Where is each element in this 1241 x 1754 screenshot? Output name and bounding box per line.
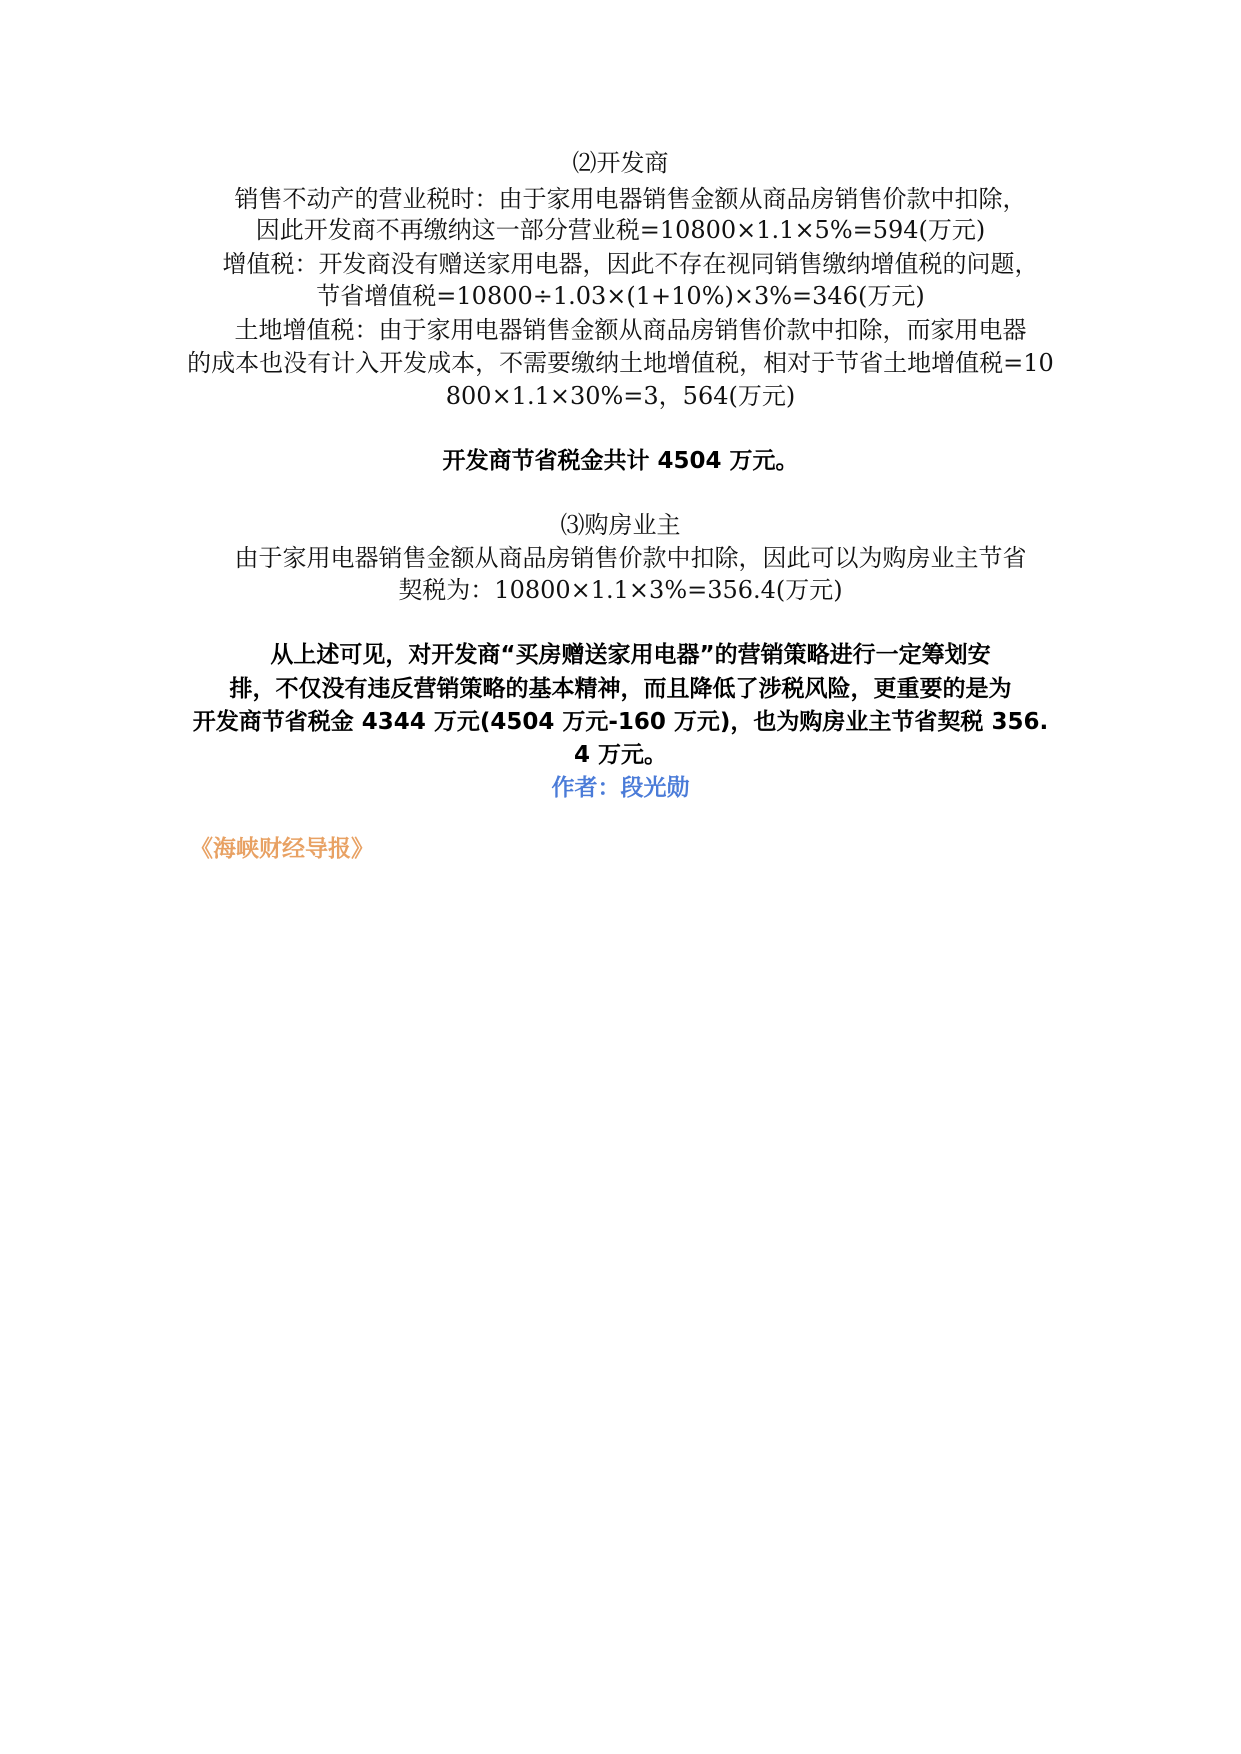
deed-tax-line-2: 契税为：10800×1.1×3%=356.4(万元) [398, 576, 843, 604]
business-tax-line-1: 销售不动产的营业税时：由于家用电器销售金额从商品房销售价款中扣除， [234, 185, 1027, 213]
section-2-heading: ⑵开发商 [572, 149, 669, 177]
vat-line-2: 节省增值税=10800÷1.03×(1+10%)×3%=346(万元) [316, 282, 925, 310]
conclusion-line-2: 排，不仅没有违反营销策略的基本精神，而且降低了涉税风险，更重要的是为 [229, 676, 1012, 702]
section-3-heading: ⑶购房业主 [560, 511, 681, 539]
author-credit: 作者：段光勋 [551, 775, 690, 801]
land-vat-line-2: 的成本也没有计入开发成本，不需要缴纳土地增值税，相对于节省土地增值税=10 [187, 349, 1054, 377]
conclusion-line-4: 4 万元。 [573, 742, 667, 768]
conclusion-line-1: 从上述可见，对开发商“买房赠送家用电器”的营销策略进行一定筹划安 [270, 642, 991, 668]
vat-line-1: 增值税：开发商没有赠送家用电器，因此不存在视同销售缴纳增值税的问题， [222, 250, 1039, 278]
business-tax-line-2: 因此开发商不再缴纳这一部分营业税=10800×1.1×5%=594(万元) [255, 216, 986, 244]
land-vat-line-1: 土地增值税：由于家用电器销售金额从商品房销售价款中扣除，而家用电器 [234, 316, 1027, 344]
source-publication: 《海峡财经导报》 [190, 836, 374, 862]
conclusion-line-3: 开发商节省税金 4344 万元(4504 万元-160 万元)，也为购房业主节省契税 356. [192, 709, 1049, 735]
land-vat-line-3: 800×1.1×30%=3，564(万元) [445, 382, 796, 410]
developer-total-savings: 开发商节省税金共计 4504 万元。 [442, 448, 799, 474]
deed-tax-line-1: 由于家用电器销售金额从商品房销售价款中扣除，因此可以为购房业主节省 [234, 544, 1027, 572]
